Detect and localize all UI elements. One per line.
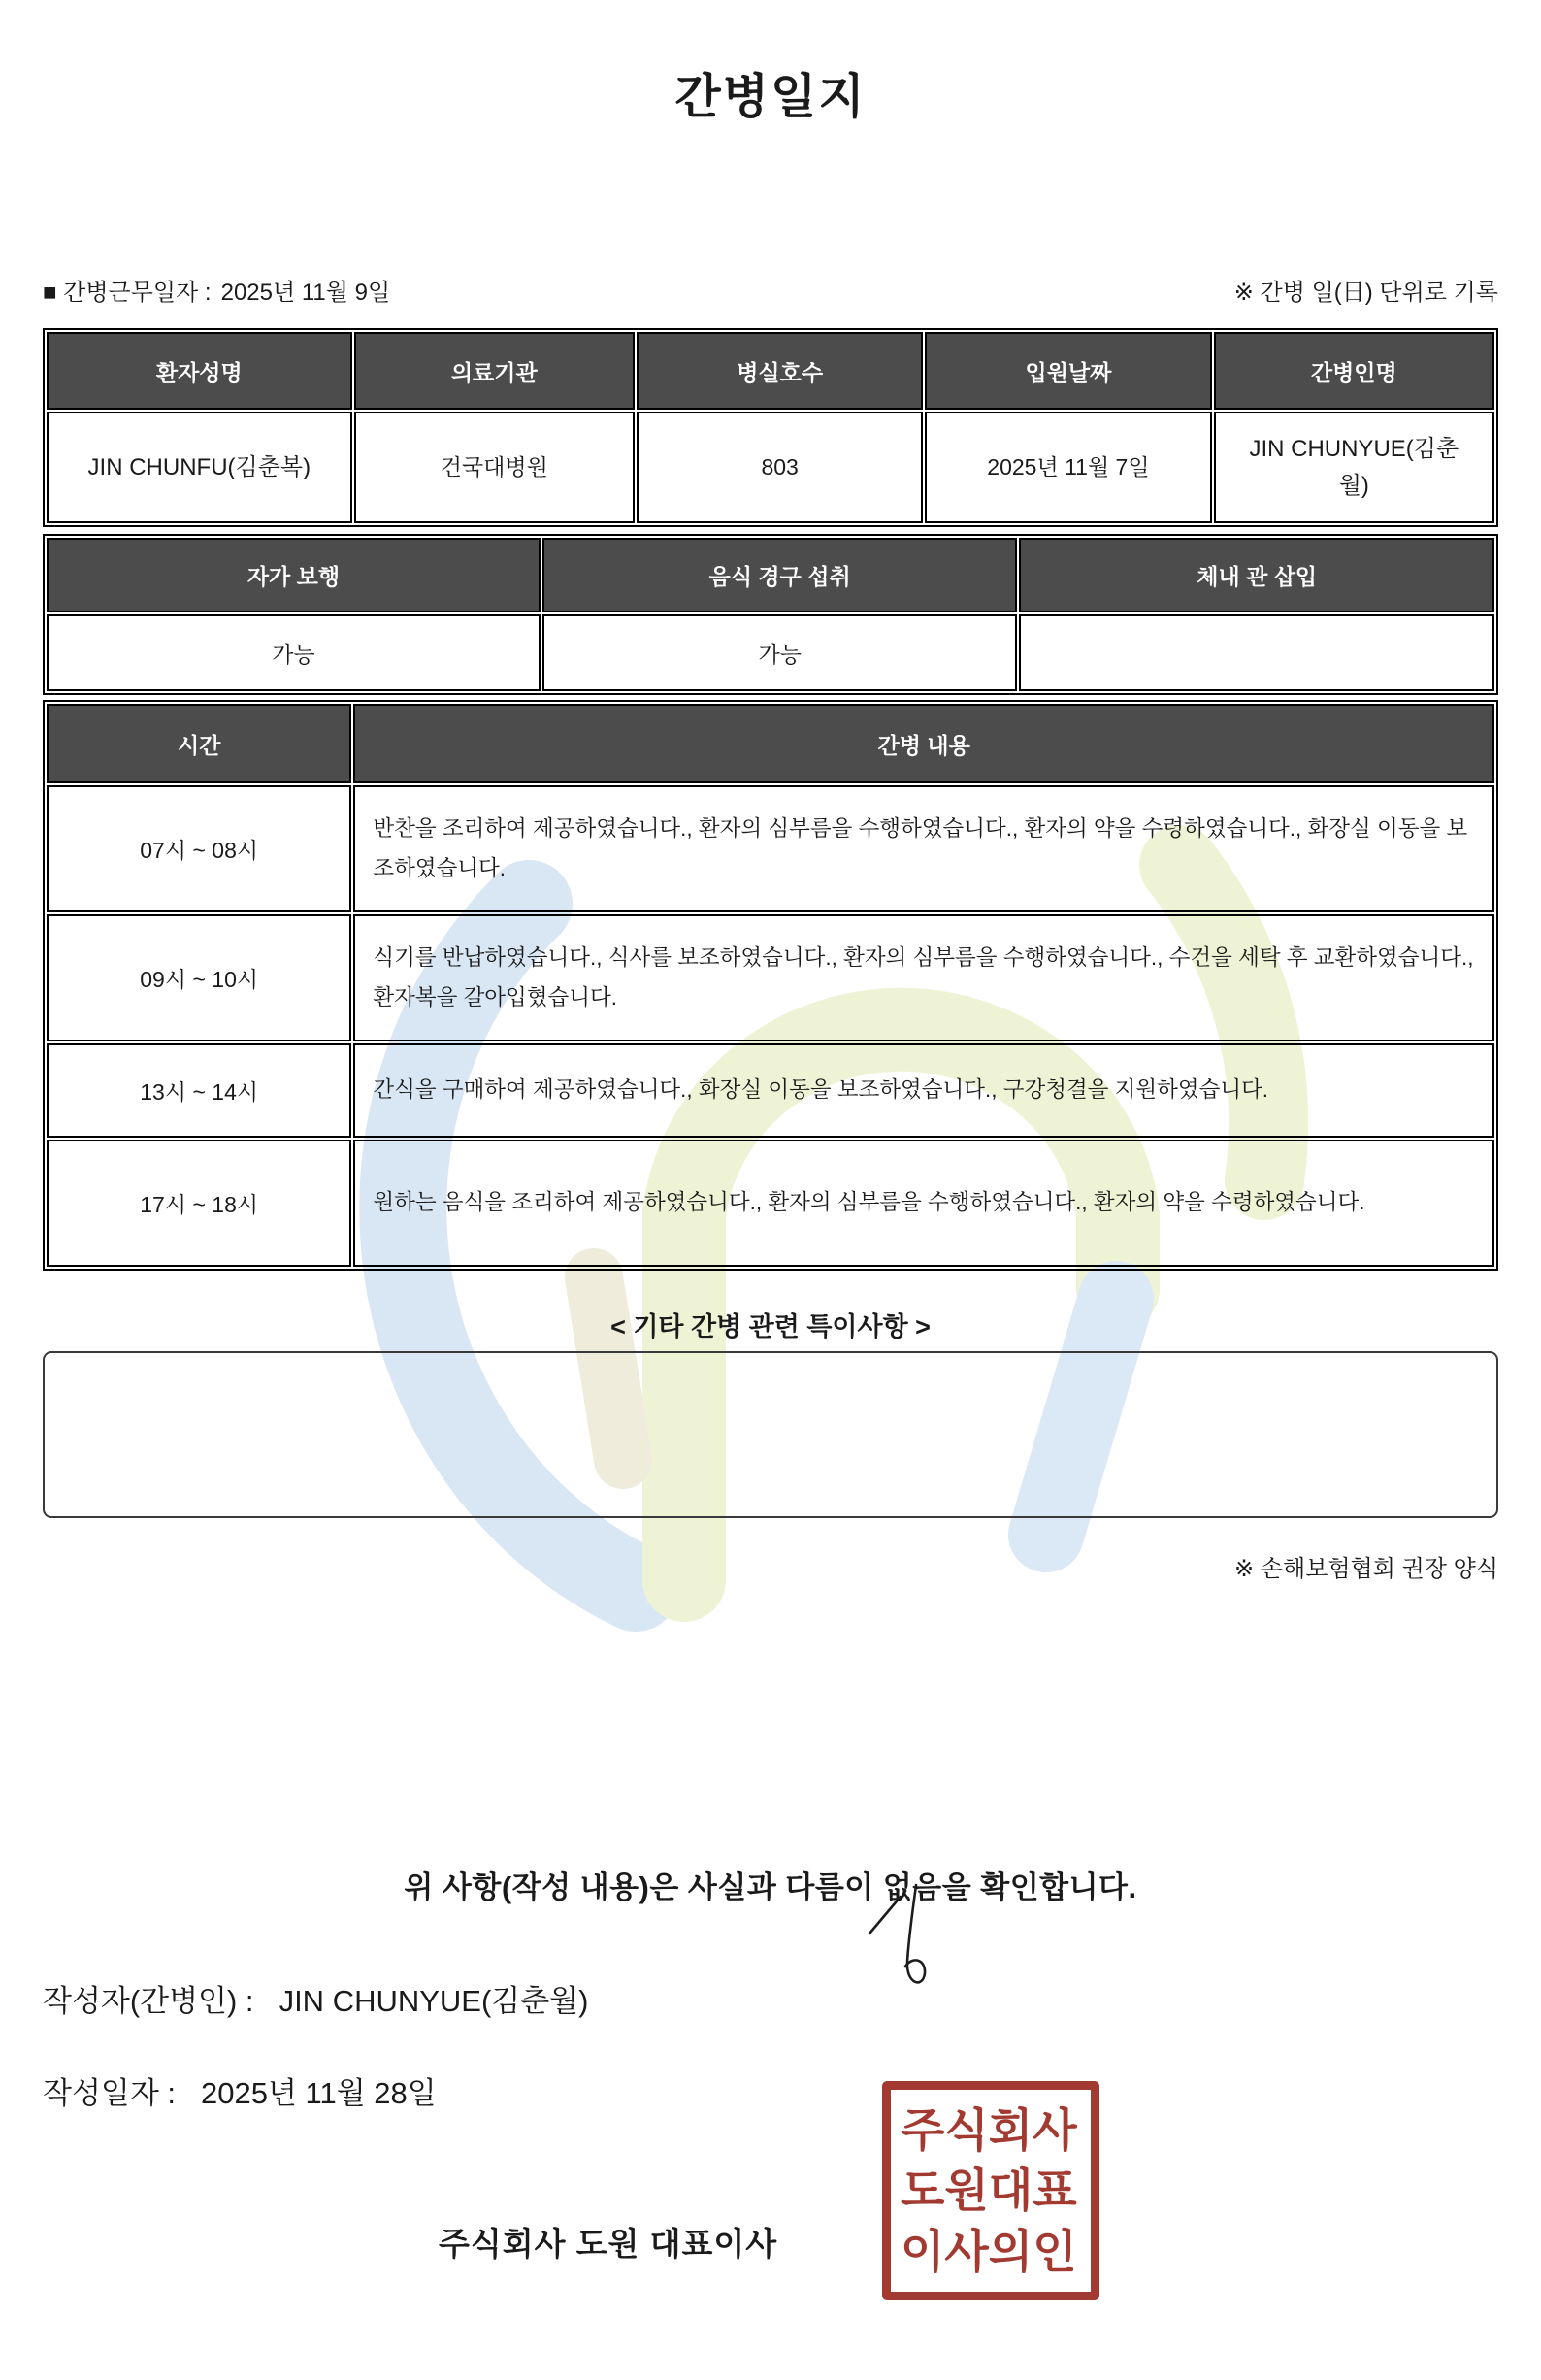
time-cell: 17시 ~ 18시: [47, 1140, 351, 1267]
care-content-cell: 식기를 반납하였습니다., 식사를 보조하였습니다., 환자의 심부름을 수행하였습니다., 수건을 세탁 후 교환하였습니다., 환자복을 갈아입혔습니다.: [353, 914, 1494, 1041]
time-cell: 09시 ~ 10시: [47, 914, 351, 1041]
meta-row: [43, 273, 1498, 307]
tube-insertion-cell: [1019, 614, 1494, 691]
patient-info-table: [43, 328, 1498, 527]
confirmation-statement: 위 사항(작성 내용)은 사실과 다름이 없음을 확인합니다.: [404, 1870, 1137, 1904]
seal-row: 도원대표: [901, 2165, 1077, 2217]
patient-info-header-row: [47, 332, 1494, 410]
admission-date-cell: 2025년 11월 7일: [925, 412, 1211, 523]
care-log-row: [47, 914, 1494, 1041]
col-header-room-number: 병실호수: [637, 332, 923, 410]
condition-header-row: [47, 538, 1494, 612]
patient-condition-table: [43, 534, 1498, 695]
medical-institution-cell: 건국대병원: [354, 412, 635, 523]
care-log-table: [43, 700, 1498, 1271]
care-content-cell: 반찬을 조리하여 제공하였습니다., 환자의 심부름을 수행하였습니다., 환자의 약을 수령하였습니다., 화장실 이동을 보조하였습니다.: [353, 785, 1494, 912]
daily-record-note: ※ 간병 일(日) 단위로 기록: [1233, 280, 1498, 306]
self-walking-cell: 가능: [47, 614, 541, 691]
insurance-form-note: ※ 손해보험협회 권장 양식: [1234, 1556, 1498, 1582]
room-number-cell: 803: [637, 412, 923, 523]
col-header-care-content: 간병 내용: [353, 704, 1494, 783]
caregiver-name-cell: JIN CHUNYUE(김춘월): [1214, 412, 1494, 523]
author-label: 작성자(간병인) :: [43, 1984, 254, 2018]
col-header-time: 시간: [47, 704, 351, 783]
author-value: JIN CHUNYUE(김춘월): [279, 1984, 589, 2018]
written-date-line: [43, 2068, 1498, 2112]
col-header-tube-insertion: 체내 관 삽입: [1019, 538, 1494, 612]
seal-row: 주식회사: [901, 2104, 1077, 2157]
care-log-row: [47, 1140, 1494, 1267]
care-content-cell: 간식을 구매하여 제공하였습니다., 화장실 이동을 보조하였습니다., 구강청결을 지원하였습니다.: [353, 1043, 1494, 1138]
care-log-row: [47, 1043, 1494, 1138]
special-notes-box: [43, 1351, 1498, 1518]
time-cell: 13시 ~ 14시: [47, 1043, 351, 1138]
col-header-self-walking: 자가 보행: [47, 538, 541, 612]
special-notes-title: < 기타 간병 관련 특이사항 >: [610, 1312, 931, 1341]
care-work-date-value: 2025년 11월 9일: [220, 280, 391, 306]
col-header-caregiver-name: 간병인명: [1214, 332, 1494, 410]
col-header-patient-name: 환자성명: [47, 332, 352, 410]
care-work-date: [43, 273, 390, 307]
col-header-oral-intake: 음식 경구 섭취: [542, 538, 1018, 612]
care-work-date-label: ■ 간병근무일자 :: [43, 280, 212, 306]
care-log-header-row: [47, 704, 1494, 783]
col-header-medical-institution: 의료기관: [354, 332, 635, 410]
condition-value-row: [47, 614, 1494, 691]
caregiver-signature: [862, 1881, 951, 2000]
care-journal-page: [43, 71, 1498, 2264]
company-seal-stamp: [882, 2081, 1099, 2300]
page-title: 간병일지: [674, 71, 867, 123]
oral-intake-cell: 가능: [542, 614, 1018, 691]
company-seal-text: [901, 2100, 1081, 2280]
author-line: [43, 1976, 1498, 2020]
written-date-value: 2025년 11월 28일: [201, 2076, 437, 2110]
seal-row: 이사의인: [901, 2225, 1077, 2277]
patient-name-cell: JIN CHUNFU(김춘복): [47, 412, 352, 523]
company-ceo-line: 주식회사 도원 대표이사: [439, 2226, 778, 2262]
col-header-admission-date: 입원날짜: [925, 332, 1211, 410]
written-date-label: 작성일자 :: [43, 2076, 177, 2110]
patient-info-value-row: [47, 412, 1494, 523]
care-content-cell: 원하는 음식을 조리하여 제공하였습니다., 환자의 심부름을 수행하였습니다., 환자의 약을 수령하였습니다.: [353, 1140, 1494, 1267]
time-cell: 07시 ~ 08시: [47, 785, 351, 912]
care-log-row: [47, 785, 1494, 912]
